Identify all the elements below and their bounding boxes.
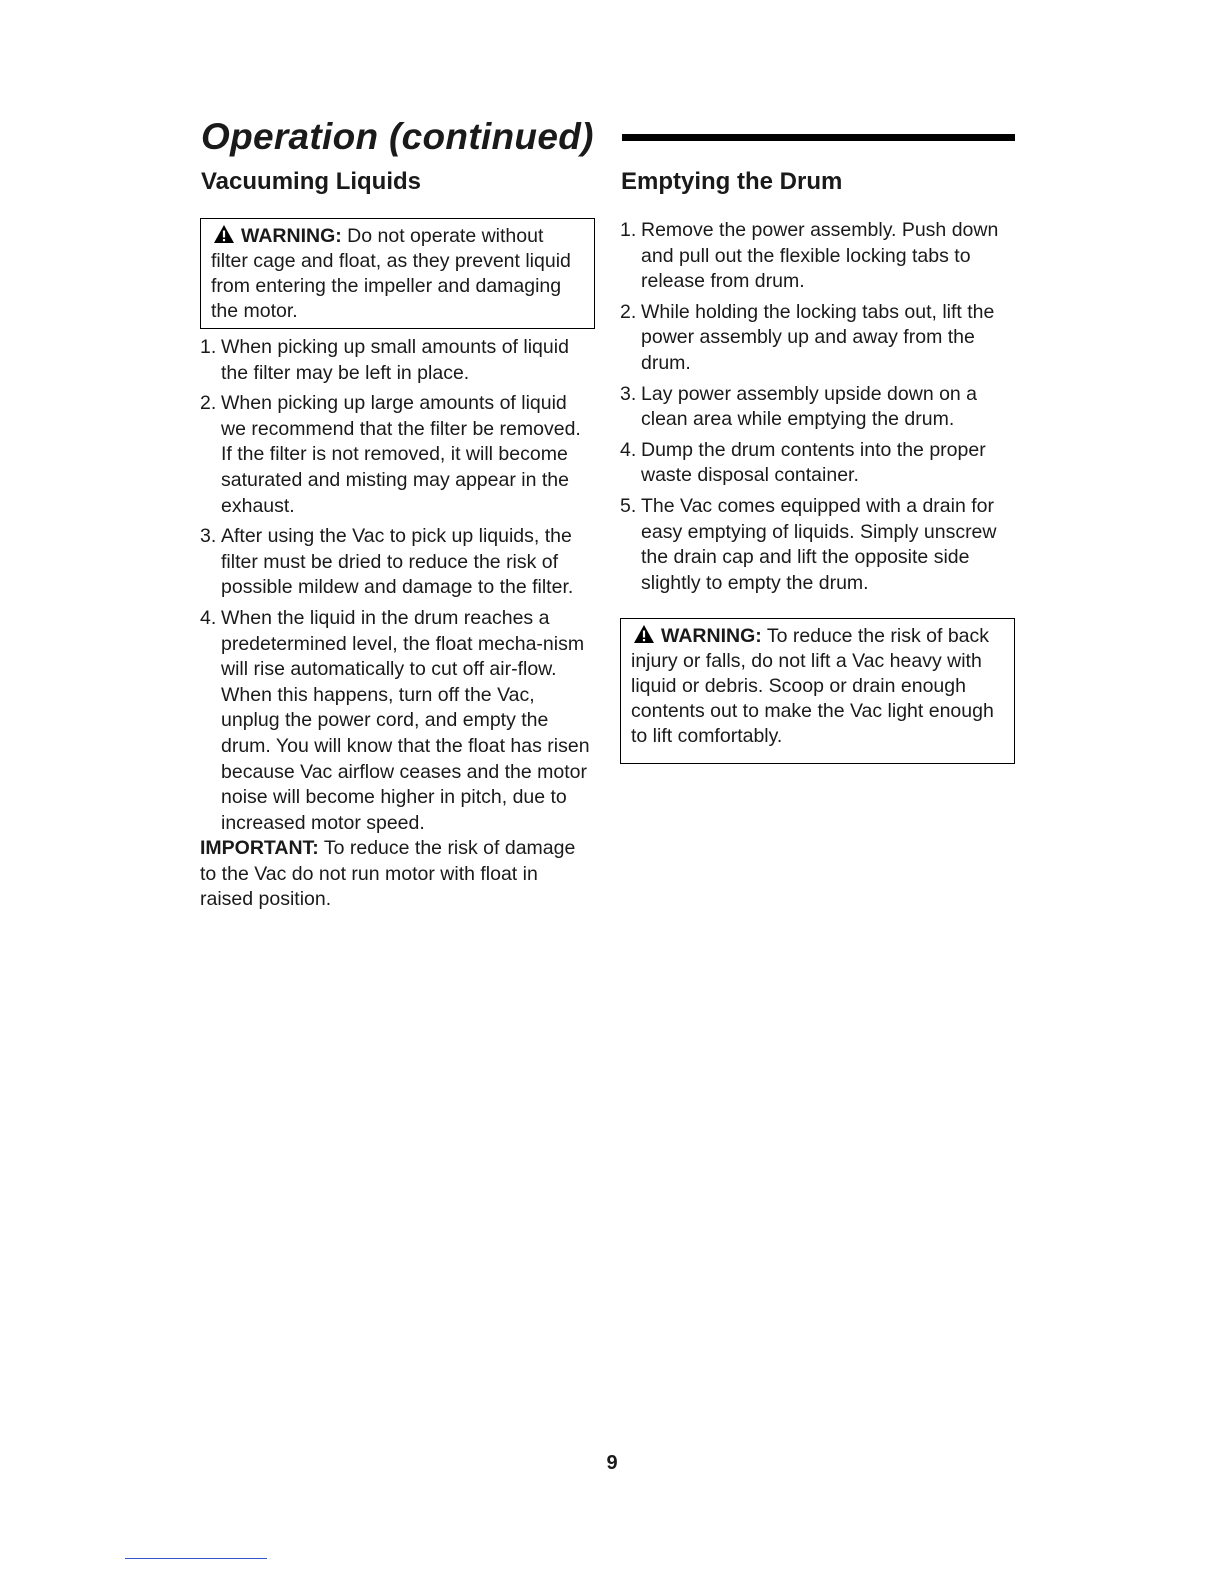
- step-number: 4.: [620, 438, 637, 461]
- important-note: [200, 836, 595, 913]
- section-heading-emptying-the-drum: Emptying the Drum: [621, 168, 843, 195]
- step-text: Remove the power assembly. Push down and pull out the flexible locking tabs to release from drum.: [641, 219, 999, 293]
- title-rule: [622, 134, 1015, 141]
- important-label: IMPORTANT:: [200, 837, 319, 860]
- section-heading-vacuuming-liquids: Vacuuming Liquids: [201, 168, 422, 195]
- list-item: [200, 335, 595, 386]
- step-text: Lay power assembly upside down on a clean area while emptying the drum.: [641, 382, 978, 431]
- step-text: Dump the drum contents into the proper waste disposal container.: [641, 438, 986, 487]
- warning-label: WARNING:: [241, 225, 342, 247]
- right-column: [620, 163, 1015, 764]
- warning-text: To reduce the risk of back injury or falls, do not lift a Vac heavy with liquid or debris. Scoop or drain enough contents out to make the Vac light enough to lift comfortably.: [631, 625, 994, 748]
- step-number: 3.: [620, 382, 637, 405]
- list-item: [200, 524, 595, 601]
- important-text: To reduce the risk of damage to the Vac do not run motor with float in raised position.: [200, 837, 576, 911]
- list-item: [200, 606, 595, 836]
- step-text: When picking up large amounts of liquid we recommend that the filter be removed. If the filter is not removed, it will become saturated and misting may appear in the exhaust.: [221, 392, 581, 517]
- step-number: 4.: [200, 606, 217, 629]
- warning-text: Do not operate without filter cage and float, as they prevent liquid from entering the impeller and damaging the motor.: [211, 225, 571, 322]
- vacuuming-steps-list: [200, 335, 595, 836]
- step-number: 3.: [200, 525, 217, 548]
- page-number: 9: [606, 1452, 618, 1474]
- warning-triangle-icon: [633, 624, 655, 644]
- step-text: The Vac comes equipped with a drain for easy emptying of liquids. Simply unscrew the drain cap and lift the opposite side slightly to empty the drum.: [641, 494, 997, 594]
- list-item: [200, 391, 595, 519]
- step-text: When picking up small amounts of liquid the filter may be left in place.: [221, 336, 569, 384]
- footer-rule: [125, 1558, 267, 1559]
- emptying-steps-list: [620, 218, 1015, 596]
- step-number: 1.: [620, 219, 637, 241]
- step-number: 5.: [620, 494, 637, 517]
- list-item: [620, 300, 1015, 377]
- step-text: After using the Vac to pick up liquids, the filter must be dried to reduce the risk of possible mildew and damage to the filter.: [221, 525, 574, 599]
- list-item: [620, 218, 1015, 295]
- page-title: Operation (continued): [201, 116, 594, 157]
- list-item: [620, 382, 1015, 433]
- step-number: 1.: [200, 336, 217, 358]
- left-column: [200, 163, 595, 913]
- list-item: [620, 494, 1015, 596]
- step-text: While holding the locking tabs out, lift the power assembly up and away from the drum.: [641, 300, 995, 374]
- warning-label: WARNING:: [661, 625, 762, 648]
- step-text: When the liquid in the drum reaches a predetermined level, the float mecha-nism will rise automatically to cut off air-flow. When this happens, turn off the Vac, unplug the power cord, and empty the drum. You will know that the float has risen because Vac airflow ceases and the motor noise will become higher in pitch, due to increased motor speed.: [221, 606, 590, 834]
- warning-box: [620, 618, 1015, 764]
- list-item: [620, 438, 1015, 489]
- warning-box: [200, 218, 595, 329]
- step-number: 2.: [620, 300, 637, 323]
- step-number: 2.: [200, 392, 217, 415]
- warning-triangle-icon: [213, 224, 235, 244]
